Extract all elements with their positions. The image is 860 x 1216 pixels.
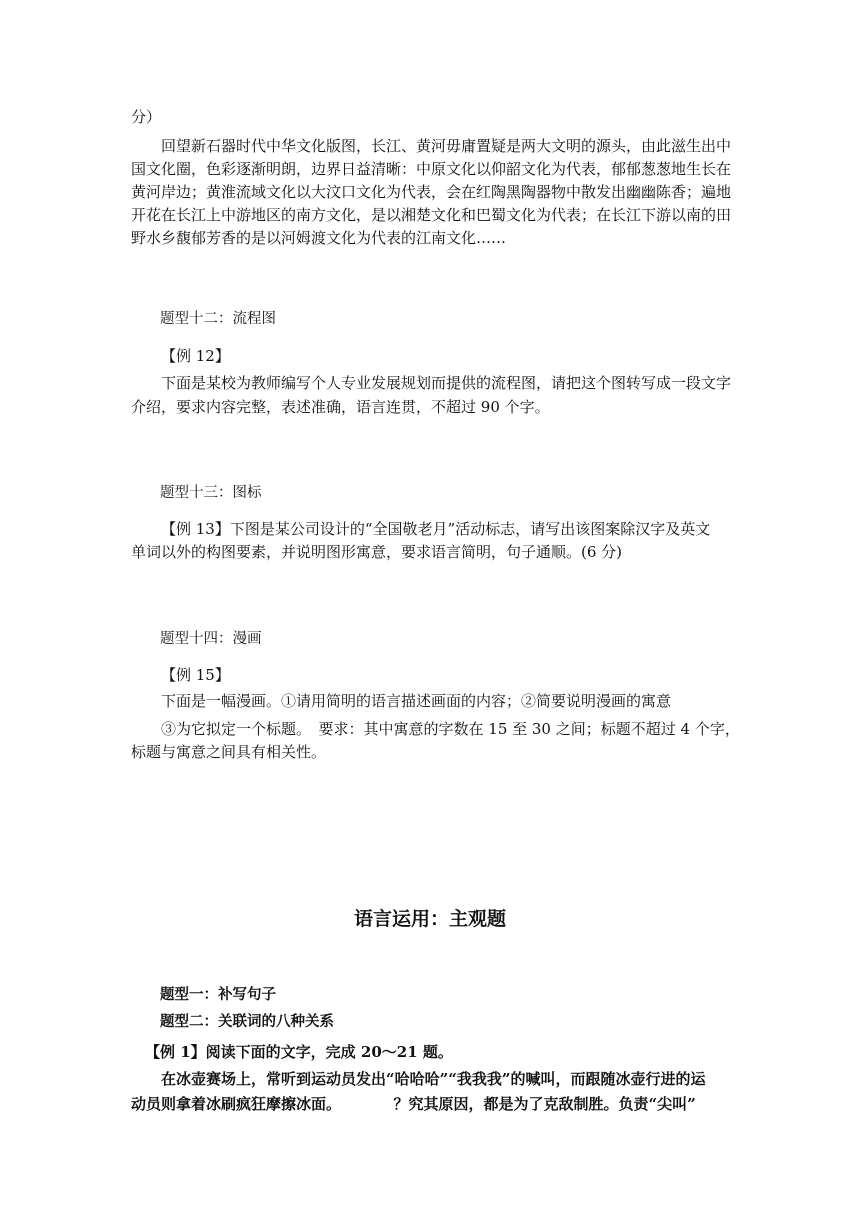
section-heading-icon: 题型十三：图标 — [160, 485, 262, 501]
question-line: 单词以外的构图要素，并说明图形寓意，要求语言简明，句子通顺。(6 分) — [131, 543, 623, 561]
paragraph-line: 回望新石器时代中华文化版图，长江、黄河毋庸置疑是两大文明的源头，由此滋生出中 — [161, 137, 732, 155]
page-title: 语言运用：主观题 — [353, 908, 506, 930]
example-label: 【例 15】 — [161, 666, 230, 684]
section-heading-conjunctions: 题型二：关联词的八种关系 — [160, 1014, 334, 1030]
example-label: 【例 1】 — [145, 1043, 206, 1061]
section-heading-flowchart: 题型十二：流程图 — [160, 311, 276, 327]
question-line: 下面是某校为教师编写个人专业发展规划而提供的流程图，请把这个图转写成一段文字 — [161, 374, 732, 392]
paragraph-line: 开花在长江上中游地区的南方文化，是以湘楚文化和巴蜀文化为代表；在长江下游以南的田 — [131, 206, 732, 224]
question-line: 【例 13】下图是某公司设计的“全国敬老月”活动标志，请写出该图案除汉字及英文 — [161, 520, 711, 538]
passage-line: 在冰壶赛场上，常听到运动员发出“哈哈哈”“我我我”的喊叫，而跟随冰壶行进的运 — [161, 1070, 706, 1088]
example-1 — [145, 1041, 453, 1062]
passage-line: 动员则拿着冰刷疯狂摩擦冰面。 ？究其原因，都是为了克敌制胜。负责“尖叫” — [131, 1095, 696, 1113]
example-label: 【例 12】 — [161, 347, 230, 365]
question-line: 标题与寓意之间具有相关性。 — [131, 743, 327, 761]
example-instruction: 阅读下面的文字，完成 20～21 题。 — [205, 1043, 453, 1061]
paragraph-line: 国文化圈，色彩逐渐明朗，边界日益清晰：中原文化以仰韶文化为代表，郁郁葱葱地生长在 — [131, 160, 732, 178]
paragraph-line: 野水乡馥郁芳香的是以河姆渡文化为代表的江南文化…… — [131, 229, 507, 247]
paragraph-line: 黄河岸边；黄淮流域文化以大汶口文化为代表，会在红陶黑陶器物中散发出幽幽陈香；遍地 — [131, 183, 732, 201]
question-line: 下面是一幅漫画。①请用简明的语言描述画面的内容；②简要说明漫画的寓意 — [161, 692, 672, 710]
question-line: ③为它拟定一个标题。 要求：其中寓意的字数在 15 至 30 之间；标题不超过 4 个字， — [161, 720, 740, 738]
section-heading-complete-sentence: 题型一：补写句子 — [160, 987, 276, 1003]
question-line: 介绍，要求内容完整，表述准确，语言连贯，不超过 90 个字。 — [131, 398, 550, 416]
section-heading-cartoon: 题型十四：漫画 — [160, 631, 262, 647]
continued-fragment: 分） — [131, 108, 162, 126]
